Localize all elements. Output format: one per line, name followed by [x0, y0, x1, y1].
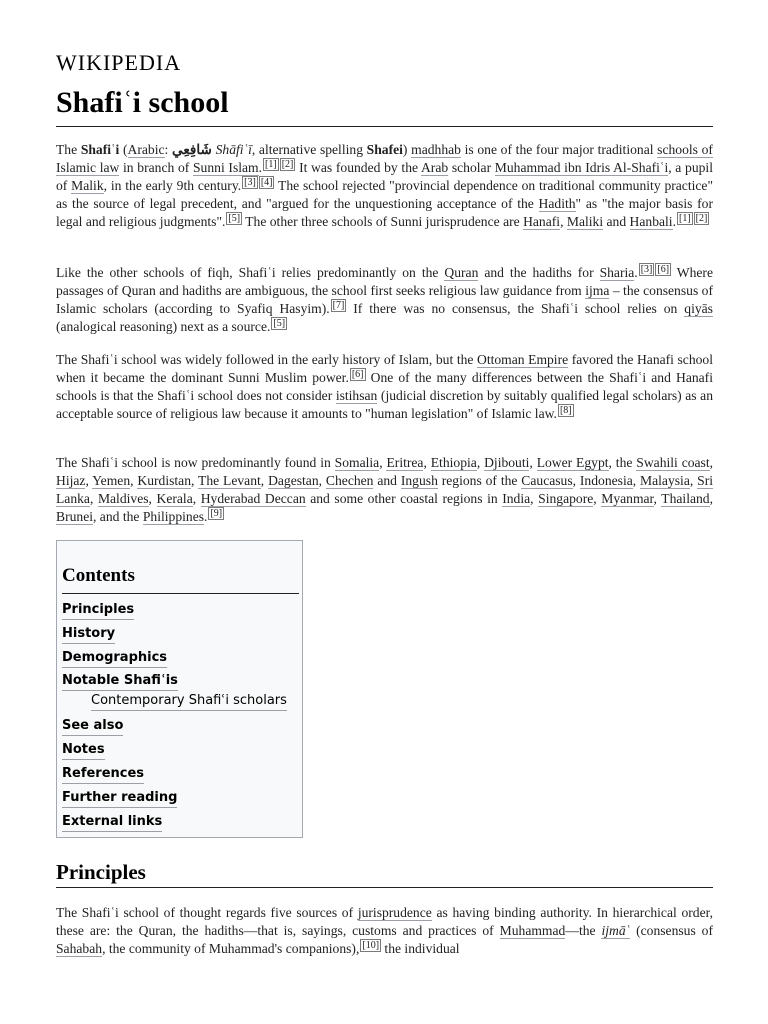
link-myanmar[interactable]: Myanmar: [601, 491, 654, 506]
citation-ref[interactable]: [2]: [281, 159, 294, 170]
link-djibouti[interactable]: Djibouti: [484, 455, 530, 470]
citation-ref[interactable]: [4]: [260, 177, 273, 188]
citation-ref[interactable]: [3]: [640, 264, 653, 275]
toc-item-contemporary-scholars[interactable]: Contemporary Shafiʿi scholars: [91, 692, 287, 711]
citation-ref[interactable]: [10]: [362, 940, 380, 951]
link-hijaz[interactable]: Hijaz: [56, 473, 86, 488]
wikipedia-logo[interactable]: WIKIPEDIA: [56, 50, 182, 75]
link-hadith[interactable]: Hadith: [538, 196, 576, 211]
link-dagestan[interactable]: Dagestan: [268, 473, 319, 488]
table-of-contents: [56, 540, 303, 838]
link-quran[interactable]: Quran: [444, 265, 479, 280]
citation-ref[interactable]: [1]: [679, 213, 691, 224]
link-muhammad[interactable]: Muhammad: [499, 923, 566, 938]
intro-paragraph-4: The Shafiʿi school is now predominantly found in Somalia, Eritrea, Ethiopia, Djibouti, Lower Egypt, the Swahili coast, Hijaz, Yemen, Kurdistan, The Levant, Dagestan, Chechen and Ingush regions of the Caucasus, Indonesia, Malaysia, Sri Lanka, Maldives, Kerala, Hyderabad Deccan and some other coastal regions in India, Singapore, Myanmar, Thailand, Brunei, and the Philippines. [9]: [56, 455, 714, 524]
link-arabic[interactable]: Arabic: [127, 142, 165, 157]
link-arab[interactable]: Arab: [420, 160, 449, 175]
intro-paragraph-2: Like the other schools of fiqh, Shafiʿi relies predominantly on the Quran and the hadiths for Sharia. [3] [6] Where passages of Quran and hadiths are ambiguous, the school first seeks religious law guidance from ijma – the consensus of Islamic scholars (according to Syafiq Hasyim). [7] If there was no consensus, the Shafiʿi school relies on qiyās (analogical reasoning) next as a source. [5]: [56, 264, 714, 334]
link-sunni-islam[interactable]: Sunni Islam: [193, 160, 259, 175]
link-hyderabad-deccan[interactable]: Hyderabad Deccan: [200, 491, 306, 506]
citation-ref[interactable]: [2]: [695, 213, 708, 224]
toc-item-notes[interactable]: Notes: [62, 741, 105, 760]
link-muhammad-ibn-idris[interactable]: Muhammad ibn Idris Al-Shafiʿi: [494, 160, 669, 175]
link-malaysia[interactable]: Malaysia: [640, 473, 690, 488]
page-title: Shafiʿi school: [56, 86, 229, 119]
toc-item-see-also[interactable]: See also: [62, 717, 123, 736]
link-brunei[interactable]: Brunei: [56, 509, 93, 524]
citation-ref[interactable]: [1]: [265, 159, 277, 170]
principles-paragraph: The Shafiʿi school of thought regards five sources of jurisprudence as having binding authority. In hierarchical order, these are: the Quran, the hadiths—that is, sayings, customs and practices of Muhammad—the ijmāʿ (consensus of Sahabah, the community of Muhammad's companions), [10] the individual: [56, 905, 713, 956]
citation-ref[interactable]: [9]: [210, 508, 223, 519]
citation-ref[interactable]: [7]: [332, 300, 345, 311]
link-schools-of-islamic-law[interactable]: schools of Islamic law: [56, 142, 713, 175]
intro-paragraph-3: The Shafiʿi school was widely followed in the early history of Islam, but the Ottoman Empire favored the Hanafi school when it became the dominant Sunni Muslim power. [6] One of the many differences between the Shafiʿi and Hanafi schools is that the Shafiʿi school does not consider istihsan (judicial discretion by suitably qualified legal scholars) as an acceptable source of religious law because it amounts to "human legislation" of Islamic law. [8]: [56, 352, 714, 421]
link-ethiopia[interactable]: Ethiopia: [430, 455, 477, 470]
link-hanafi[interactable]: Hanafi: [523, 214, 561, 229]
link-yemen[interactable]: Yemen: [92, 473, 131, 488]
link-istihsan[interactable]: istihsan: [335, 388, 378, 403]
toc-item-further-reading[interactable]: Further reading: [62, 789, 177, 808]
toc-item-notable-shafiis[interactable]: Notable Shafiʿis: [62, 672, 178, 691]
link-ijma-italic[interactable]: ijmāʿ: [601, 923, 631, 938]
intro-paragraph-1: The Shafiʿi (Arabic: شَافِعِي Shāfiʿī, alternative spelling Shafei) madhhab is one of the four major traditional schools of Islamic law in branch of Sunni Islam. [1] [2] It was founded by the Arab scholar Muhammad ibn Idris Al-Shafiʿi, a pupil of Malik, in the early 9th century. [3] [4] The school rejected "provincial dependence on traditional community practice" as the source of legal precedent, and "argued for the unquestioning acceptance of the Hadith" as "the major basis for legal and religious judgments". [5] The other three schools of Sunni jurisprudence are Hanafi, Maliki and Hanbali. [1] [2]: [56, 142, 714, 229]
toc-item-principles[interactable]: Principles: [62, 601, 134, 620]
link-thailand[interactable]: Thailand: [661, 491, 710, 506]
citation-ref[interactable]: [5]: [228, 213, 241, 224]
link-malik[interactable]: Malik: [71, 178, 104, 193]
link-ottoman-empire[interactable]: Ottoman Empire: [477, 352, 569, 367]
link-madhhab[interactable]: madhhab: [411, 142, 461, 157]
term-shafii: Shafiʿi: [80, 142, 120, 157]
citation-ref[interactable]: [5]: [273, 318, 286, 329]
link-jurisprudence[interactable]: jurisprudence: [357, 905, 432, 920]
toc-item-external-links[interactable]: External links: [62, 813, 162, 832]
arabic-script: شَافِعِي: [172, 142, 212, 157]
link-singapore[interactable]: Singapore: [538, 491, 594, 506]
link-hanbali[interactable]: Hanbali: [629, 214, 673, 229]
link-the-levant[interactable]: The Levant: [198, 473, 261, 488]
toc-item-history[interactable]: History: [62, 625, 115, 644]
link-sharia[interactable]: Sharia: [599, 265, 635, 280]
link-chechen[interactable]: Chechen: [325, 473, 374, 488]
link-sri-lanka[interactable]: Sri Lanka: [56, 473, 714, 506]
link-indonesia[interactable]: Indonesia: [579, 473, 633, 488]
toc-divider: [62, 593, 299, 594]
link-ijma[interactable]: ijma: [585, 283, 610, 298]
link-swahili-coast[interactable]: Swahili coast: [636, 455, 710, 470]
citation-ref[interactable]: [8]: [559, 405, 572, 416]
link-kurdistan[interactable]: Kurdistan: [137, 473, 192, 488]
link-kerala[interactable]: Kerala: [156, 491, 193, 506]
link-somalia[interactable]: Somalia: [334, 455, 380, 470]
link-maldives[interactable]: Maldives: [97, 491, 149, 506]
citation-ref[interactable]: [6]: [351, 369, 364, 380]
link-lower-egypt[interactable]: Lower Egypt: [536, 455, 609, 470]
link-maliki[interactable]: Maliki: [566, 214, 604, 229]
link-philippines[interactable]: Philippines: [142, 509, 205, 524]
link-ingush[interactable]: Ingush: [400, 473, 438, 488]
toc-title: Contents: [62, 565, 135, 586]
section-divider: [56, 887, 713, 888]
link-eritrea[interactable]: Eritrea: [386, 455, 424, 470]
citation-ref[interactable]: [3]: [244, 177, 256, 188]
title-divider: [56, 126, 713, 127]
term-shafei: Shafei: [366, 142, 403, 157]
link-caucasus[interactable]: Caucasus: [521, 473, 573, 488]
link-india[interactable]: India: [502, 491, 531, 506]
transliteration: Shāfiʿī: [215, 142, 252, 157]
link-sahabah[interactable]: Sahabah: [56, 941, 103, 956]
section-heading-principles: Principles: [56, 860, 146, 884]
link-qiyas[interactable]: qiyās: [684, 301, 713, 316]
toc-item-demographics[interactable]: Demographics: [62, 649, 167, 668]
citation-ref[interactable]: [6]: [657, 264, 670, 275]
toc-item-references[interactable]: References: [62, 765, 144, 784]
